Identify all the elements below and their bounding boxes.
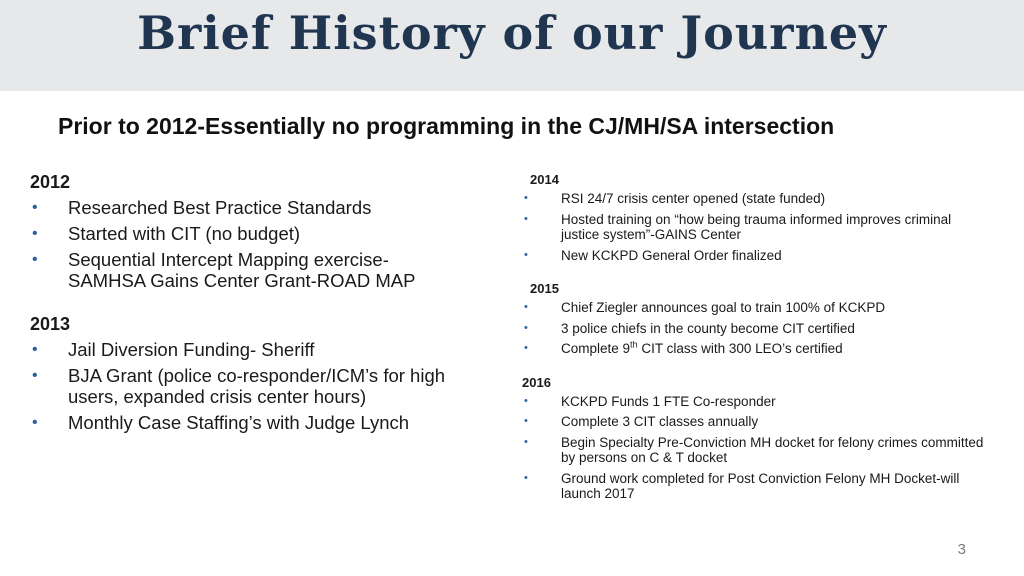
list-item: • RSI 24/7 crisis center opened (state funded) — [524, 191, 826, 206]
list-item: • Monthly Case Staffing’s with Judge Lynch — [32, 412, 410, 433]
list-item: • New KCKPD General Order finalized — [524, 247, 782, 263]
bullet-icon: • — [524, 321, 528, 334]
list-item: • 3 police chiefs in the county become CIT certified — [524, 320, 855, 336]
bullet-icon: • — [32, 367, 38, 384]
list-item: • Jail Diversion Funding- Sheriff — [32, 339, 315, 360]
list-item: • KCKPD Funds 1 FTE Co-responder — [524, 393, 776, 409]
list-2012 — [30, 197, 450, 291]
list-item: • Ground work completed for Post Conviction Felony MH Docket-will launch 2017 — [524, 470, 960, 501]
bullet-icon: • — [32, 225, 38, 242]
bullet-icon: • — [524, 248, 528, 261]
year-heading-2015: 2015 — [530, 281, 559, 296]
right-column — [520, 172, 990, 507]
year-heading-2013: 2013 — [30, 314, 71, 334]
bullet-icon: • — [32, 341, 38, 358]
page-number: 3 — [957, 541, 966, 558]
slide-title: Brief History of our Journey — [137, 6, 887, 60]
bullet-icon: • — [524, 471, 528, 484]
list-2015 — [520, 300, 990, 357]
list-item: • Chief Ziegler announces goal to train 100% of KCKPD — [524, 300, 886, 315]
list-2016 — [520, 394, 990, 502]
bullet-icon: • — [524, 415, 528, 427]
year-heading-2014: 2014 — [530, 172, 559, 187]
year-heading-2012: 2012 — [30, 172, 71, 192]
bullet-icon: • — [32, 414, 38, 431]
bullet-icon: • — [32, 199, 38, 216]
left-column — [30, 172, 450, 438]
year-heading-2016: 2016 — [522, 374, 551, 390]
bullet-icon: • — [524, 301, 528, 313]
bullet-icon: • — [524, 342, 528, 354]
list-2014 — [520, 191, 990, 263]
list-item: • Begin Specialty Pre-Conviction MH docket for felony crimes committed by persons on C & T docket — [524, 434, 984, 465]
list-item: • Hosted training on “how being trauma informed improves criminal justice system”-GAINS Center — [524, 211, 952, 242]
bullet-icon: • — [524, 192, 528, 204]
list-item: • Complete 3 CIT classes annually — [524, 414, 759, 429]
bullet-icon: • — [524, 394, 528, 407]
bullet-icon: • — [524, 435, 528, 448]
list-item: • Researched Best Practice Standards — [32, 197, 372, 218]
list-item: • Started with CIT (no budget) — [32, 223, 301, 244]
list-item: • Complete 9th CIT class with 300 LEO’s certified — [524, 339, 843, 356]
bullet-icon: • — [524, 212, 528, 225]
list-item: • BJA Grant (police co-responder/ICM’s for high users, expanded crisis center hours) — [32, 365, 446, 407]
list-2013 — [30, 339, 450, 433]
list-item: • Sequential Intercept Mapping exercise-SAMHSA Gains Center Grant-ROAD MAP — [32, 249, 416, 291]
bullet-icon: • — [32, 251, 38, 268]
slide-subtitle: Prior to 2012-Essentially no programming in the CJ/MH/SA intersection — [58, 113, 835, 139]
